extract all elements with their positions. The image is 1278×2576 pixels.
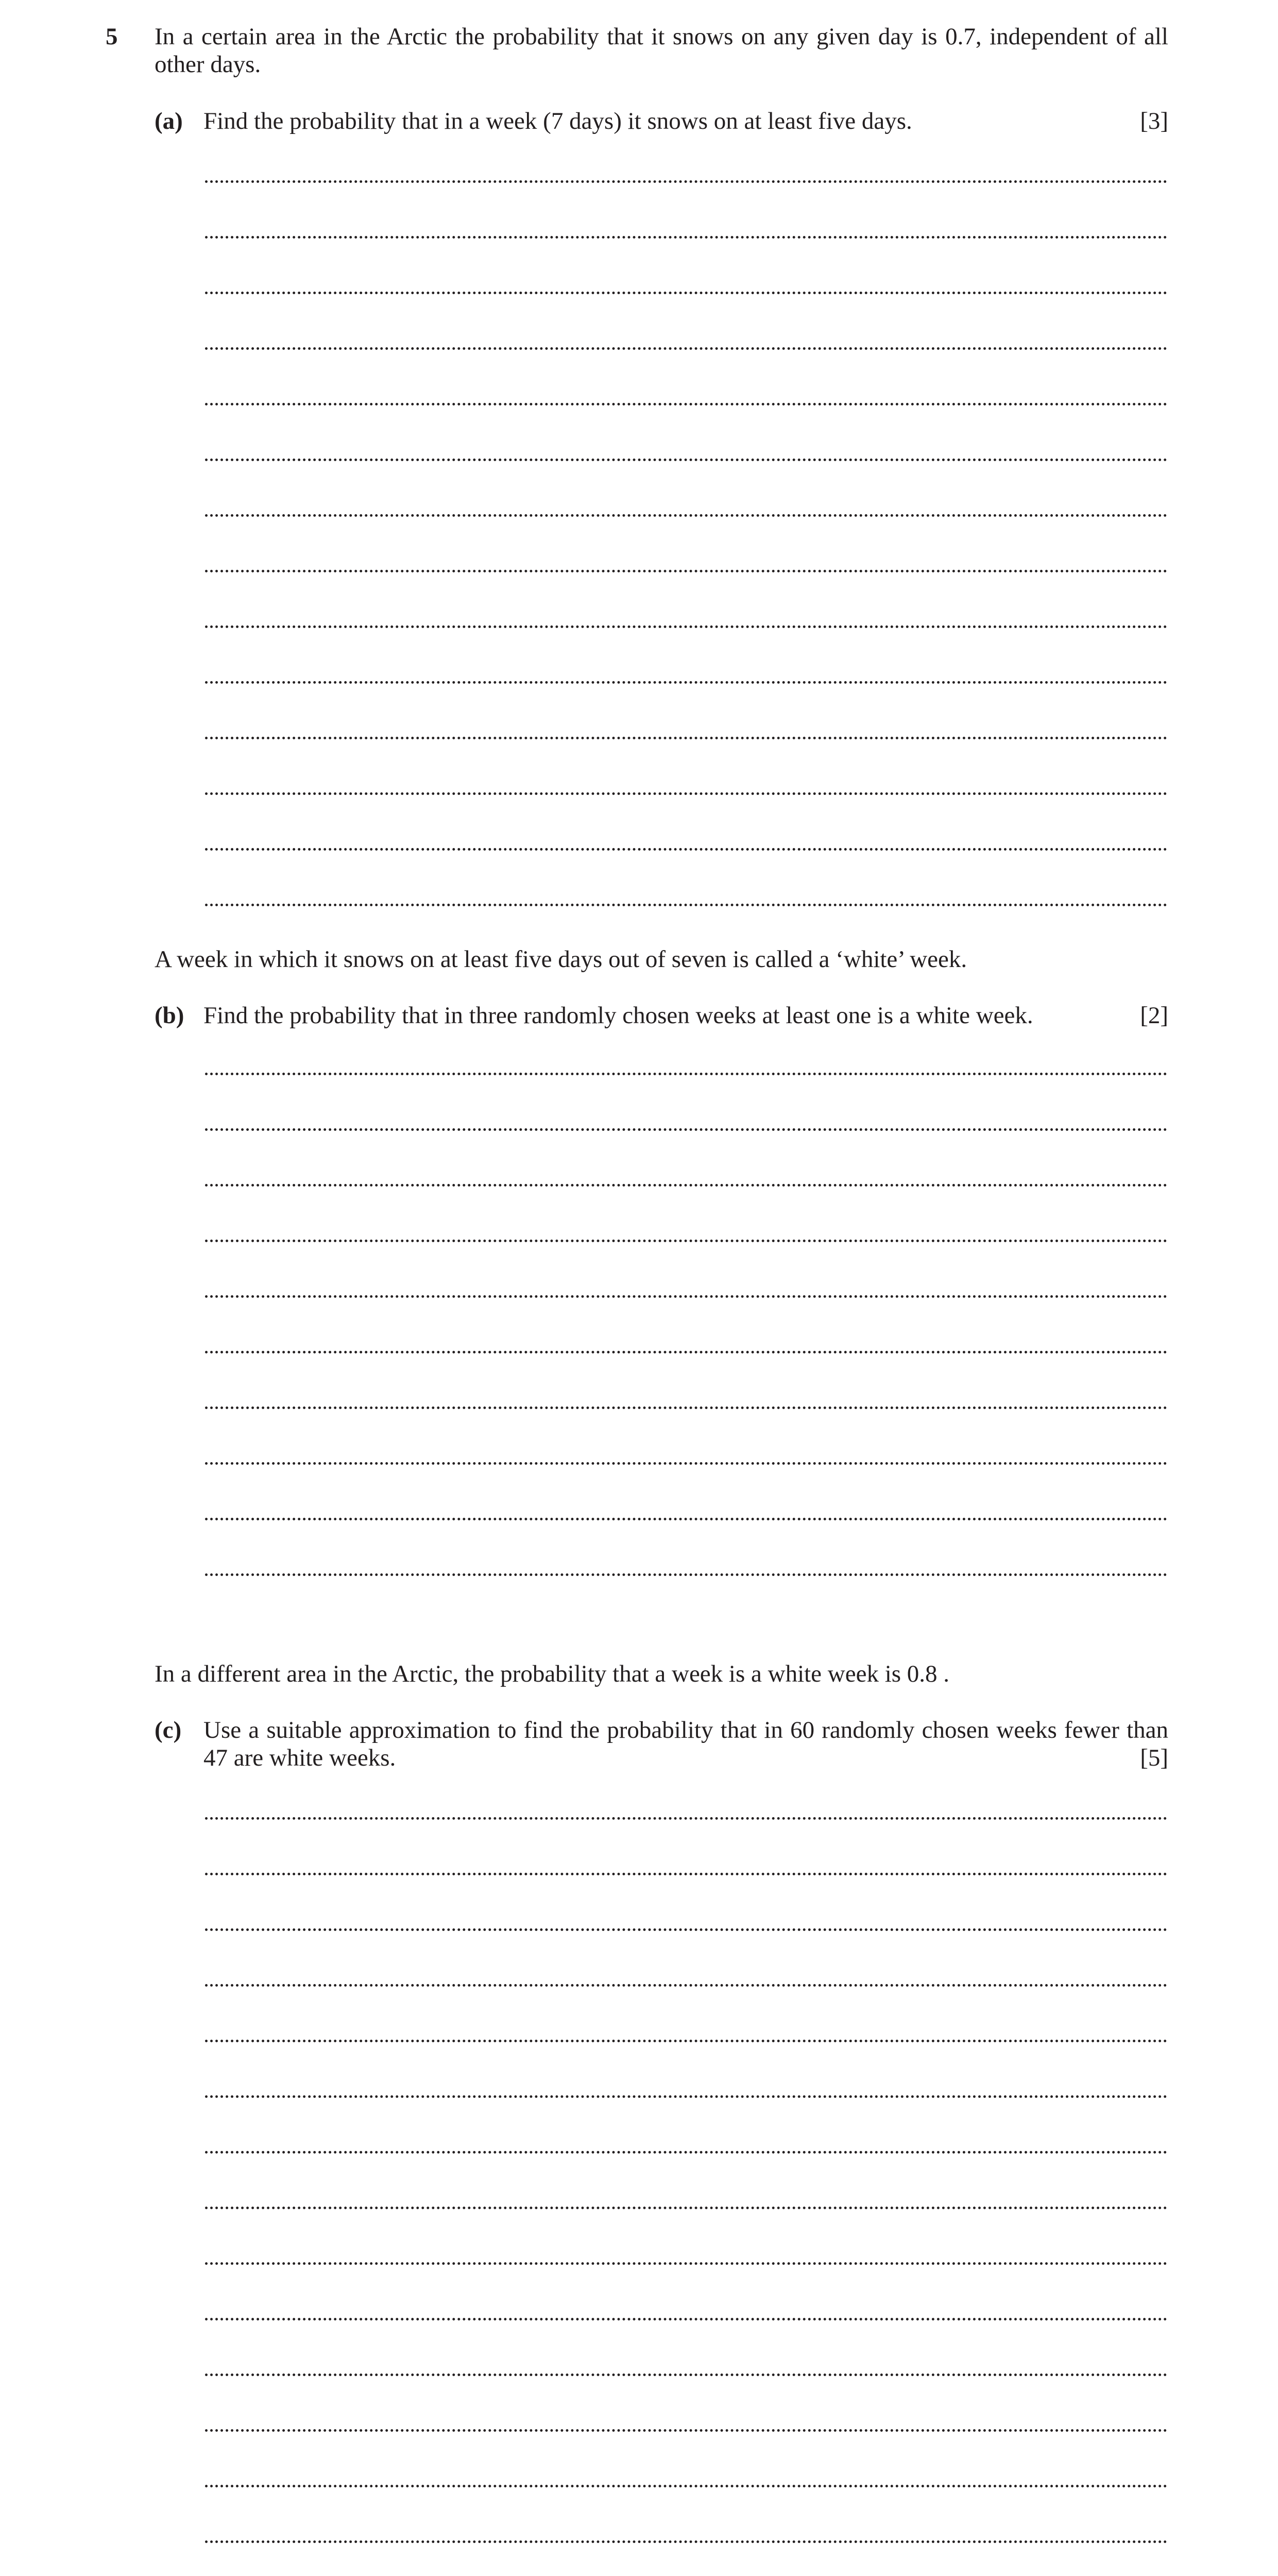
answer-line[interactable] xyxy=(205,2318,1167,2320)
answer-line[interactable] xyxy=(205,625,1167,628)
answer-line[interactable] xyxy=(205,1406,1167,1409)
answer-line[interactable] xyxy=(205,904,1167,906)
answer-line[interactable] xyxy=(205,737,1167,739)
answer-line[interactable] xyxy=(205,681,1167,684)
answer-line[interactable] xyxy=(205,1462,1167,1465)
white-week-definition: A week in which it snows on at least five days out of seven is called a ‘white’ week. xyxy=(155,946,967,973)
answer-line[interactable] xyxy=(205,1817,1167,1820)
part-c-label: (c) xyxy=(155,1717,182,1743)
answer-line[interactable] xyxy=(205,1928,1167,1931)
answer-line[interactable] xyxy=(205,1518,1167,1520)
different-area-statement: In a different area in the Arctic, the probability that a week is a white week is 0.8 . xyxy=(155,1660,950,1687)
part-b-label: (b) xyxy=(155,1002,184,1029)
part-a-text: Find the probability that in a week (7 days) it snows on at least five days. xyxy=(203,108,912,134)
part-b-text: Find the probability that in three randomly chosen weeks at least one is a white week. xyxy=(203,1002,1033,1029)
answer-line[interactable] xyxy=(205,2540,1167,2543)
part-a-marks: [3] xyxy=(1140,108,1168,134)
answer-line[interactable] xyxy=(205,792,1167,795)
answer-line[interactable] xyxy=(205,2262,1167,2265)
part-c-text: Use a suitable approximation to find the probability that in 60 randomly chosen weeks fewer than 47 are white weeks. xyxy=(203,1717,1168,1771)
answer-line[interactable] xyxy=(205,2040,1167,2042)
answer-line[interactable] xyxy=(205,570,1167,572)
answer-line[interactable] xyxy=(205,180,1167,183)
answer-line[interactable] xyxy=(205,236,1167,239)
question-number: 5 xyxy=(106,23,118,50)
answer-line[interactable] xyxy=(205,1351,1167,1353)
answer-line[interactable] xyxy=(205,2429,1167,2432)
answer-line[interactable] xyxy=(205,2207,1167,2209)
part-a-label: (a) xyxy=(155,108,183,134)
answer-line[interactable] xyxy=(205,1984,1167,1987)
question-intro: In a certain area in the Arctic the probability that it snows on any given day is 0.7, independent of all other days. xyxy=(155,23,1168,78)
answer-line[interactable] xyxy=(205,1128,1167,1131)
answer-line[interactable] xyxy=(205,514,1167,517)
part-b-marks: [2] xyxy=(1140,1002,1168,1029)
answer-line[interactable] xyxy=(205,292,1167,294)
answer-line[interactable] xyxy=(205,459,1167,461)
answer-line[interactable] xyxy=(205,2374,1167,2376)
answer-line[interactable] xyxy=(205,1184,1167,1187)
answer-line[interactable] xyxy=(205,1295,1167,1298)
part-c-marks: [5] xyxy=(1140,1744,1168,1771)
answer-line[interactable] xyxy=(205,2151,1167,2154)
answer-line[interactable] xyxy=(205,1573,1167,1576)
answer-line[interactable] xyxy=(205,347,1167,350)
answer-line[interactable] xyxy=(205,2485,1167,2487)
answer-line[interactable] xyxy=(205,1873,1167,1875)
answer-line[interactable] xyxy=(205,2095,1167,2098)
answer-line[interactable] xyxy=(205,848,1167,851)
answer-line[interactable] xyxy=(205,1240,1167,1242)
answer-line[interactable] xyxy=(205,1073,1167,1075)
answer-line[interactable] xyxy=(205,403,1167,405)
